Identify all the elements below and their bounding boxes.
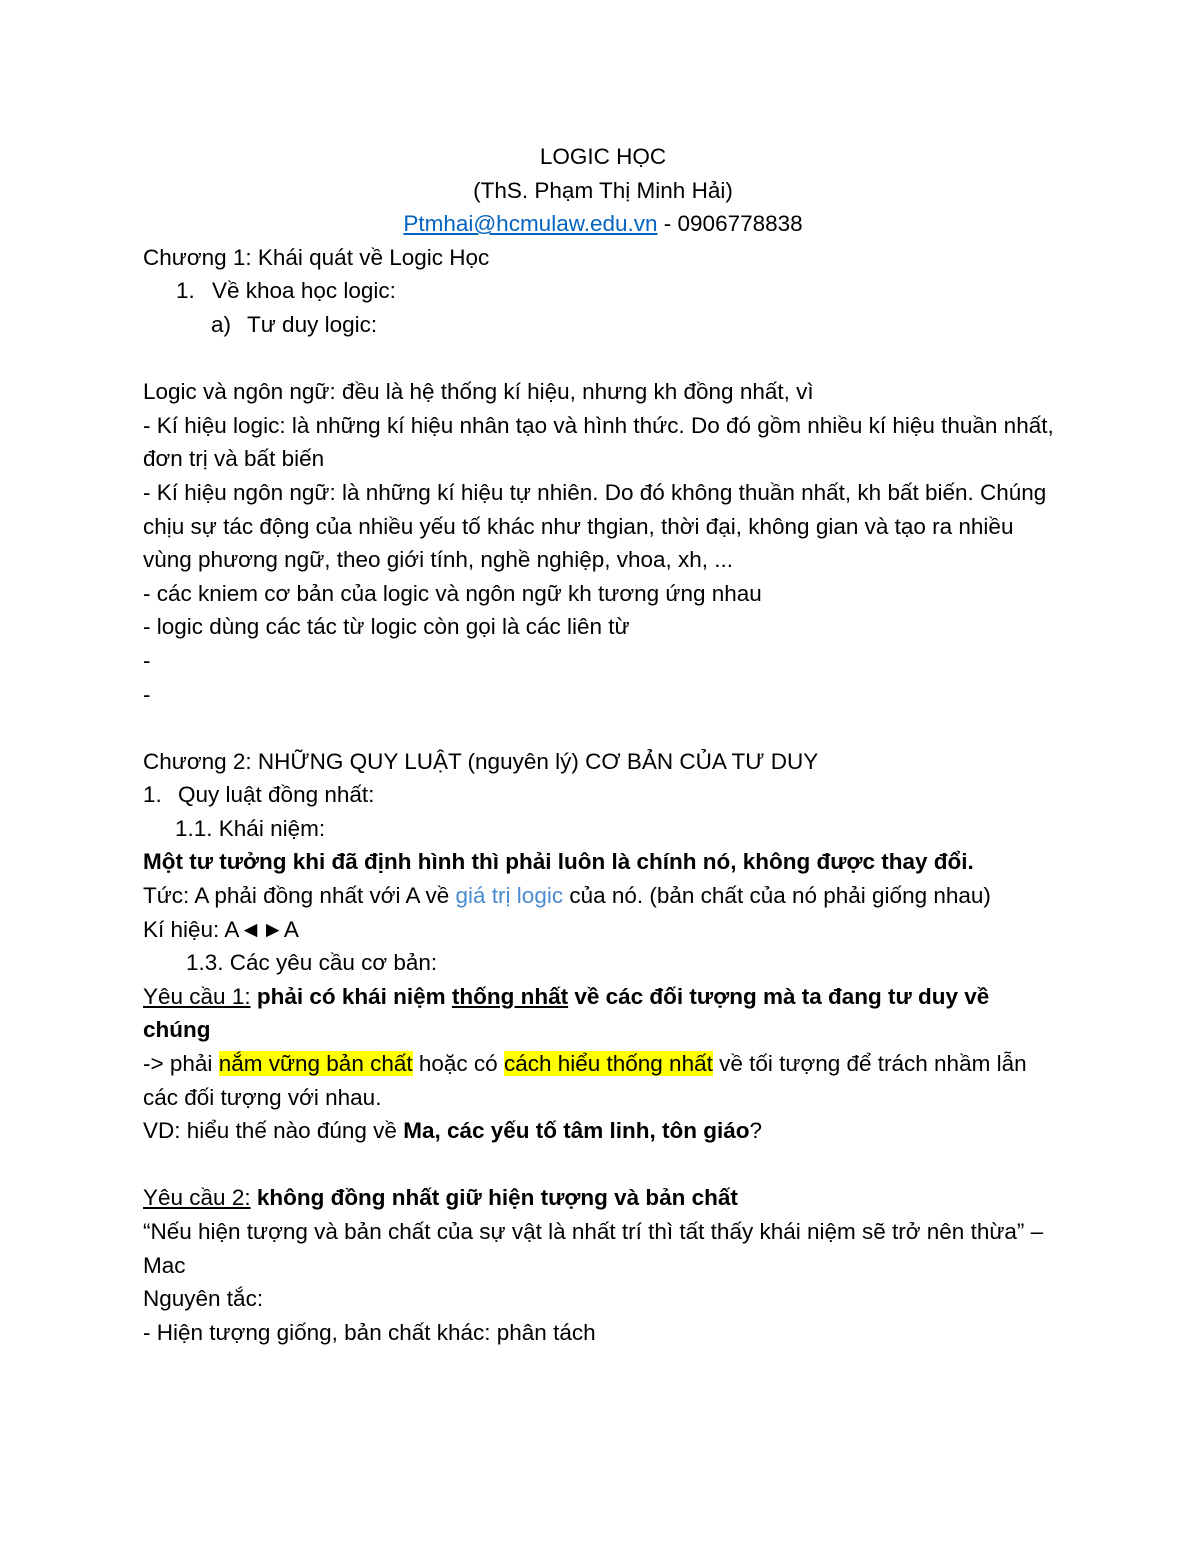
requirement-1 xyxy=(143,980,1063,1047)
text: -> phải xyxy=(143,1051,219,1077)
blank-line xyxy=(143,711,1063,745)
phone-number: 0906778838 xyxy=(677,211,803,237)
text: của nó. (bản chất của nó phải giống nhau) xyxy=(563,883,991,909)
highlight: cách hiểu thống nhất xyxy=(503,1051,713,1077)
document-title: LOGIC HỌC xyxy=(539,144,667,169)
list-label: Quy luật đồng nhất: xyxy=(178,782,375,808)
list-label: Tư duy logic: xyxy=(247,311,378,337)
contact-separator: - xyxy=(657,211,678,237)
symbol-value: A◄►A xyxy=(224,916,299,942)
req-text: không đồng nhất giữ hiện tượng và bản chất xyxy=(250,1185,738,1211)
text: hoặc có xyxy=(412,1051,504,1077)
req-label: Yêu cầu 2: xyxy=(143,1185,251,1211)
chapter1-item1a xyxy=(143,308,1063,342)
subsection-1-3: 1.3. Các yêu cầu cơ bản: xyxy=(186,950,438,976)
quote: “Nếu hiện tượng và bản chất của sự vật là nhất trí thì tất thấy khái niệm sẽ trở nên thừa” – Mac xyxy=(143,1219,1044,1278)
list-letter: a) xyxy=(211,311,232,337)
list-label: Về khoa học logic: xyxy=(212,278,396,304)
req-text: phải có khái niệm xyxy=(250,983,452,1009)
symbol-label: Kí hiệu: xyxy=(143,916,225,942)
highlight: nắm vững bản chất xyxy=(218,1051,413,1077)
text-bold: Ma, các yếu tố tâm linh, tôn giáo xyxy=(403,1118,750,1144)
text: ? xyxy=(749,1118,763,1144)
chapter1-item1 xyxy=(143,274,1063,308)
principle-label: Nguyên tắc: xyxy=(143,1286,264,1312)
subsection-1-1: 1.1. Khái niệm: xyxy=(175,815,326,841)
chapter2-item1 xyxy=(143,778,1063,812)
paragraph: - Kí hiệu logic: là những kí hiệu nhân tạo và hình thức. Do đó gồm nhiều kí hiệu thuần nhất, đơn trị và bất biến xyxy=(143,412,1054,472)
email-link[interactable]: Ptmhai@hcmulaw.edu.vn xyxy=(403,211,658,237)
blank-line xyxy=(143,1148,1063,1182)
example-line xyxy=(143,1114,1063,1148)
symbol-line xyxy=(143,913,1063,947)
contact-line xyxy=(143,207,1063,241)
req-emphasis: thống nhất xyxy=(451,983,569,1009)
text: về tối tượng để trách nhầm lẫn các đối tượng với nhau. xyxy=(143,1051,1027,1110)
paragraph: Logic và ngôn ngữ: đều là hệ thống kí hiệu, nhưng kh đồng nhất, vì xyxy=(143,379,814,405)
text: VD: hiểu thế nào đúng về xyxy=(143,1118,404,1144)
definition: Một tư tưởng khi đã định hình thì phải luôn là chính nó, không được thay đổi. xyxy=(143,849,974,875)
chapter1-title: Chương 1: Khái quát về Logic Học xyxy=(143,244,490,270)
list-number: 1. xyxy=(176,278,195,304)
chapter2-title: Chương 2: NHỮNG QUY LUẬT (nguyên lý) CƠ BẢN CỦA TƯ DUY xyxy=(143,748,819,774)
paragraph-tuc xyxy=(143,879,1063,913)
document-page xyxy=(143,140,1063,1349)
empty-bullet: - xyxy=(143,647,151,673)
text: Tức: A phải đồng nhất với A về xyxy=(143,883,456,909)
list-number: 1. xyxy=(143,782,162,808)
req-text: về các đối tượng mà ta đang tư duy về chúng xyxy=(143,983,990,1043)
paragraph: - các kniem cơ bản của logic và ngôn ngữ kh tương ứng nhau xyxy=(143,580,762,606)
requirement-2 xyxy=(143,1181,1063,1215)
requirement-1-note xyxy=(143,1047,1063,1114)
empty-bullet: - xyxy=(143,681,151,707)
principle-rule: - Hiện tượng giống, bản chất khác: phân tách xyxy=(143,1319,596,1345)
paragraph: - Kí hiệu ngôn ngữ: là những kí hiệu tự nhiên. Do đó không thuần nhất, kh bất biến. Chúng chịu sự tác động của nhiều yếu tố khác như thgian, thời đại, không gian và tạo ra nhiều vùng phương ngữ, theo giới tính, nghề nghiệp, vhoa, xh, ... xyxy=(143,479,1047,573)
blank-line xyxy=(143,342,1063,376)
author-name: (ThS. Phạm Thị Minh Hải) xyxy=(473,177,733,203)
paragraph: - logic dùng các tác từ logic còn gọi là các liên từ xyxy=(143,614,630,640)
term-link: giá trị logic xyxy=(455,883,564,909)
req-label: Yêu cầu 1: xyxy=(143,983,251,1009)
